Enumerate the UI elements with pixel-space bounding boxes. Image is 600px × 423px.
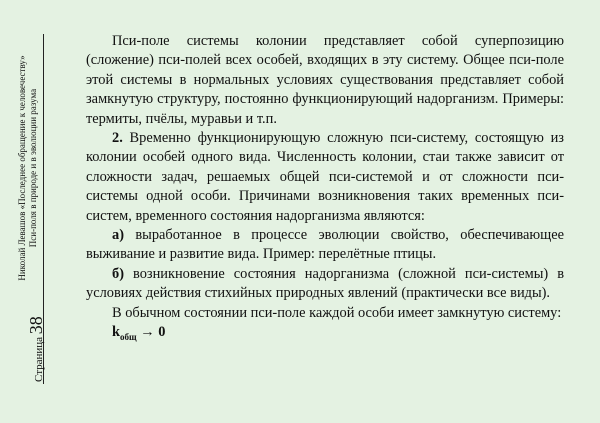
page-number-value: 38 <box>26 316 46 335</box>
paragraph-a <box>86 226 564 265</box>
formula-rest: → 0 <box>136 324 166 341</box>
page-number <box>26 316 46 382</box>
paragraph-1: Пси-поле системы колонии представляет собой суперпозицию (сложение) пси-полей всех особей, входящих в эту систему. Общее пси-поле этой системы в нормальных условиях существования представляет собой замкнутую структуру, постоянно функционирующий надорганизм. Примеры: термиты, пчёлы, муравьи и т.п. <box>86 33 564 127</box>
margin-sidebar <box>0 0 60 423</box>
formula-subscript: общ <box>120 331 137 342</box>
page-content <box>86 32 564 347</box>
page-label: Страница <box>33 336 45 382</box>
item-number-2: 2. <box>112 130 123 147</box>
item-label-a: а) <box>112 227 124 244</box>
formula-k: k <box>112 324 121 341</box>
paragraph-2 <box>86 129 564 226</box>
paragraph-b-text: возникновение состояния надорганизма (сложной пси-системы) в условиях действия стихийных природных явлений (практически все виды). <box>86 265 564 302</box>
formula <box>86 323 564 347</box>
running-header <box>17 18 39 318</box>
paragraph-a-text: выработанное в процессе эволюции свойство, обеспечивающее выживание и развитие вида. Пример: перелётные птицы. <box>86 227 564 263</box>
paragraph-2-text: Временно функционирующую сложную пси-систему, состоящую из колонии особей одного вида. Численность колонии, стаи также зависит от сложности задач, решаемых общей пси-системой и от сложности пси-системы одной особи. Причинами возникновения таких временных пси-систем, временного состояния надорганизма являются: <box>86 130 564 224</box>
paragraph-3: В обычном состоянии пси-поле каждой особи имеет замкнутую систему: <box>112 304 562 321</box>
running-header-line1: Николай Левашов «Последнее обращение к человечеству» <box>17 55 27 281</box>
running-header-line2: Пси-поля в природе и в эволюции разума <box>28 88 38 248</box>
item-label-b: б) <box>112 265 124 282</box>
paragraph-b <box>86 265 564 304</box>
